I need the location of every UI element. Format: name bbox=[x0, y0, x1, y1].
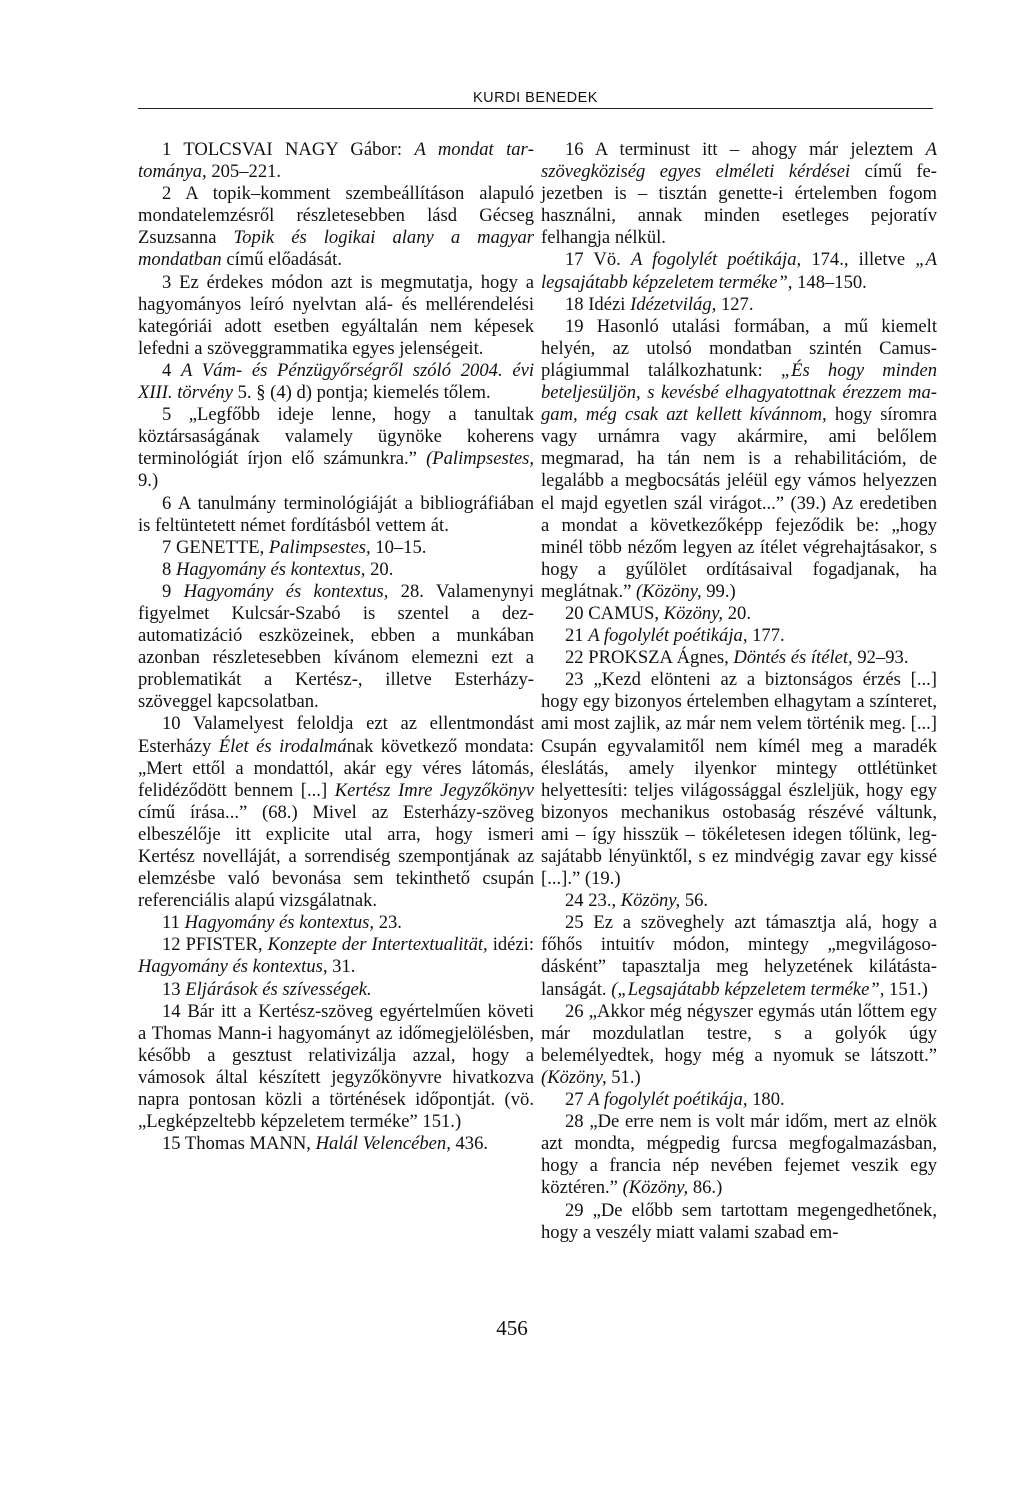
footnote-17: 17 Vö. A fogolylét poétikája, 174., illetve „A legsajátabb képzeletem terméke”, 148–150. bbox=[541, 249, 937, 293]
footnote-28: 28 „De erre nem is volt már időm, mert az elnök azt mondta, mégpedig furcsa megfogalmazásban, hogy a francia nép nevében fejemet veszik egy köztéren.” (Közöny, 86.) bbox=[541, 1111, 937, 1199]
footnote-8: 8 Hagyomány és kontextus, 20. bbox=[162, 558, 394, 580]
footnote-7: 7 GENETTE, Palimpsestes, 10–15. bbox=[162, 536, 427, 558]
footnote-5: 5 „Legfőbb ideje lenne, hogy a tanultak köztársaságának valamely ügynöke koherens terminológiát írjon elő számunkra.” (Palimpsestes, 9.) bbox=[138, 404, 534, 492]
footnote-27: 27 A fogolylét poétikája, 180. bbox=[565, 1089, 785, 1111]
header-rule bbox=[138, 108, 933, 109]
footnote-23: 23 „Kezd elönteni az a biztonságos érzés [...] hogy egy bizonyos értelemben elhagytam a színteret, ami most zajlik, az már nem velem történik meg. [...] Csupán egyvalamitől nem kímél meg a maradék éleslátás, amely ilyenkor mintegy ottlétünket helyettesíti: teljes világossággal észleljük, hogy egy bizonyos mechanikus ostobaság részévé váltunk, ami – így hisszük – tökéletesen idegen tőlünk, legsajátabb lényünktől, s ez mindvégig zavar egy kissé [...].” (19.) bbox=[541, 669, 937, 890]
footnote-21: 21 A fogolylét poétikája, 177. bbox=[565, 625, 785, 647]
footnote-2: 2 A topik–komment szembeállításon alapuló mondatelemzésről részletesebben lásd Gécseg Zsuzsanna Topik és logikai alany a magyar mondatban című előadását. bbox=[138, 183, 534, 271]
footnote-26: 26 „Akkor még négyszer egymás után lőttem egy már mozdulatlan testre, s a golyók úgy belemélyedtek, hogy még a nyomuk se látszott.” (Közöny, 51.) bbox=[541, 1000, 937, 1088]
footnote-3: 3 Ez érdekes módon azt is megmutatja, hogy a hagyományos leíró nyelvtan alá- és mellérendelési kategóriái adott esetben egyáltalán nem képesek lefedni a szöveggrammatika egyes jelenségeit. bbox=[138, 271, 534, 359]
footnote-10: 10 Valamelyest feloldja ezt az ellentmondást Esterházy Élet és irodalmának következő mondata: „Mert ettől a mondattól, akár egy véres látomás, felidéződött bennem [...] Kertész Imre Jegyzőkönyv című írása...” (68.) Mivel az Esterházy-szöveg elbeszélője itt explicite utal arra, hogy ismeri Kertész novelláját, a sorrendiség szempontjának az elemzésbe való bevonása sem tekinthető csupán referenciális alapú vizsgálatnak. bbox=[138, 713, 535, 912]
page-number: 456 bbox=[496, 1316, 528, 1340]
footnote-4: 4 A Vám- és Pénzügyőrségről szóló 2004. évi XIII. törvény 5. § (4) d) pontja; kiemelés tőlem. bbox=[138, 359, 535, 404]
footnote-19: 19 Hasonló utalási formában, a mű kiemelt helyén, az utolsó mondatban szintén Camusplágiummal találkozhatunk: „És hogy minden beteljesüljön, s kevésbé elhagyatottnak érezzem magam, még csak azt kellett kívánnom, hogy síromra vagy urnámra vagy akármire, ami belőlem megmarad, ha tán nem is a rehabilitációm, de legalább a megbocsátás jeléül egy vámos helyezzen el majd egyetlen szál virágot...” (39.) Az eredetiben a mondat a következőképp fejeződik be: „hogy minél több nézőm legyen az ítélet végrehajtásakor, s hogy a gyűlölet ordításaival fogadjanak, ha meglátnak.” (Közöny, 99.) bbox=[541, 315, 937, 602]
footnote-13: 13 Eljárások és szívességek. bbox=[162, 978, 372, 1000]
footnotes-left-column bbox=[138, 139, 534, 1155]
footnote-15: 15 Thomas MANN, Halál Velencében, 436. bbox=[162, 1133, 489, 1155]
footnote-22: 22 PROKSZA Ágnes, Döntés és ítélet, 92–93. bbox=[565, 647, 909, 669]
footnote-12: 12 PFISTER, Konzepte der Intertextualität, idézi: Hagyomány és kontextus, 31. bbox=[138, 934, 535, 978]
footnote-9: 9 Hagyomány és kontextus, 28. Valamenynyi figyelmet Kulcsár-Szabó is szentel a dezautomatizáció eszközeinek, ebben a munkában azonban részletesebben kívánom elemezni ezt a problematikát a Kertész-, illetve Esterházy-szöveggel kapcsolatban. bbox=[138, 580, 534, 713]
footnote-18: 18 Idézi Idézetvilág, 127. bbox=[565, 293, 754, 315]
footnote-24: 24 23., Közöny, 56. bbox=[565, 890, 709, 912]
running-head: KURDI BENEDEK bbox=[473, 90, 598, 106]
footnote-29: 29 „De előbb sem tartottam megengedhetőnek, hogy a veszély miatt valami szabad em- bbox=[541, 1199, 937, 1243]
footnote-6: 6 A tanulmány terminológiáját a bibliográfiában is feltüntetett német fordításból vettem át. bbox=[138, 492, 534, 536]
footnote-20: 20 CAMUS, Közöny, 20. bbox=[565, 602, 751, 624]
footnote-14: 14 Bár itt a Kertész-szöveg egyértelműen követi a Thomas Mann-i hagyományt az időmegjelölésben, később a gesztust relativizálja azzal, hogy a vámosok által készített jegyzőkönyvre hivatkozva napra pontosan közli a történések időpontját. (vö. „Legképzeltebb képzeletem terméke” 151.) bbox=[138, 1000, 534, 1133]
footnotes-right-column bbox=[541, 139, 937, 1244]
footnote-11: 11 Hagyomány és kontextus, 23. bbox=[162, 912, 402, 934]
footnote-16: 16 A terminust itt – ahogy már jeleztem A szövegköziség egyes elméleti kérdései című fejezetben is – tisztán genette-i értelemben fogom használni, annak minden esetleges pejoratív felhangja nélkül. bbox=[541, 139, 937, 249]
footnote-1: 1 TOLCSVAI NAGY Gábor: A mondat tartománya, 205–221. bbox=[138, 139, 534, 183]
footnote-25: 25 Ez a szöveghely azt támasztja alá, hogy a főhős intuitív módon, mintegy „megvilágosodásként” tapasztalja meg helyzetének kilátástalanságát. („Legsajátabb képzeletem terméke”, 151.) bbox=[541, 912, 937, 1000]
